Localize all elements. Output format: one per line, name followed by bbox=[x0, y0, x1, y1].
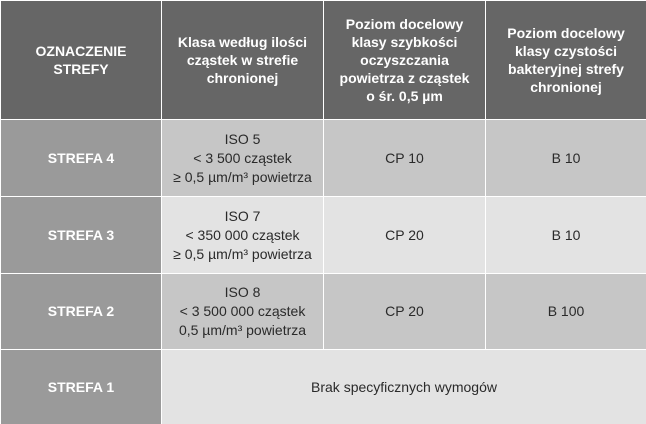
table-header bbox=[1, 1, 646, 120]
header-text: STREFY bbox=[53, 61, 109, 77]
header-text: o śr. 0,5 µm bbox=[366, 88, 443, 104]
particle-limit: < 3 500 cząstek bbox=[193, 149, 292, 166]
cp-class-cell: CP 20 bbox=[324, 274, 486, 350]
header-text: Poziom docelowy bbox=[345, 16, 464, 32]
cp-class-cell: CP 10 bbox=[324, 120, 486, 197]
header-text: chronionej bbox=[530, 79, 602, 95]
header-zone-designation bbox=[1, 1, 162, 120]
particle-size: ≥ 0,5 µm/m³ powietrza bbox=[173, 245, 312, 262]
header-text: Poziom docelowy bbox=[507, 25, 625, 41]
header-text: klasy szybkości bbox=[351, 34, 458, 50]
table-body bbox=[1, 120, 646, 424]
table-row bbox=[1, 120, 646, 197]
header-text: oczyszczania bbox=[360, 52, 449, 68]
zone-label: STREFA 3 bbox=[1, 197, 162, 274]
zone-label: STREFA 2 bbox=[1, 274, 162, 350]
b-class-cell: B 10 bbox=[486, 120, 646, 197]
table-row bbox=[1, 350, 646, 424]
header-text: bakteryjnej strefy bbox=[508, 61, 624, 77]
header-particle-class bbox=[162, 1, 324, 120]
table-row bbox=[1, 197, 646, 274]
particle-limit: < 350 000 cząstek bbox=[185, 226, 300, 243]
header-text: Klasa według ilości bbox=[177, 34, 308, 50]
zone-label: STREFA 1 bbox=[1, 350, 162, 424]
header-text: chronionej bbox=[206, 70, 279, 86]
header-row bbox=[1, 1, 646, 120]
header-text: klasy czystości bbox=[515, 43, 617, 59]
header-bacterial-class bbox=[486, 1, 646, 120]
particle-class-cell bbox=[162, 120, 324, 197]
zone-label: STREFA 4 bbox=[1, 120, 162, 197]
header-text: powietrza z cząstek bbox=[339, 70, 470, 86]
no-requirements-cell: Brak specyficznych wymogów bbox=[162, 350, 646, 424]
particle-size: 0,5 µm/m³ powietrza bbox=[178, 322, 307, 338]
iso-class: ISO 7 bbox=[224, 207, 261, 224]
particle-class-cell bbox=[162, 197, 324, 274]
iso-class: ISO 5 bbox=[224, 130, 261, 147]
table-row bbox=[1, 274, 646, 350]
b-class-cell: B 10 bbox=[486, 197, 646, 274]
header-cleanup-rate-class bbox=[324, 1, 486, 120]
particle-limit: < 3 500 000 cząstek bbox=[179, 303, 306, 319]
b-class-cell: B 100 bbox=[486, 274, 646, 350]
particle-size: ≥ 0,5 µm/m³ powietrza bbox=[173, 168, 312, 185]
particle-class-cell bbox=[162, 274, 324, 350]
cp-class-cell: CP 20 bbox=[324, 197, 486, 274]
header-text: OZNACZENIE bbox=[35, 43, 127, 59]
iso-class: ISO 8 bbox=[224, 284, 261, 300]
header-text: cząstek w strefie bbox=[186, 52, 299, 68]
